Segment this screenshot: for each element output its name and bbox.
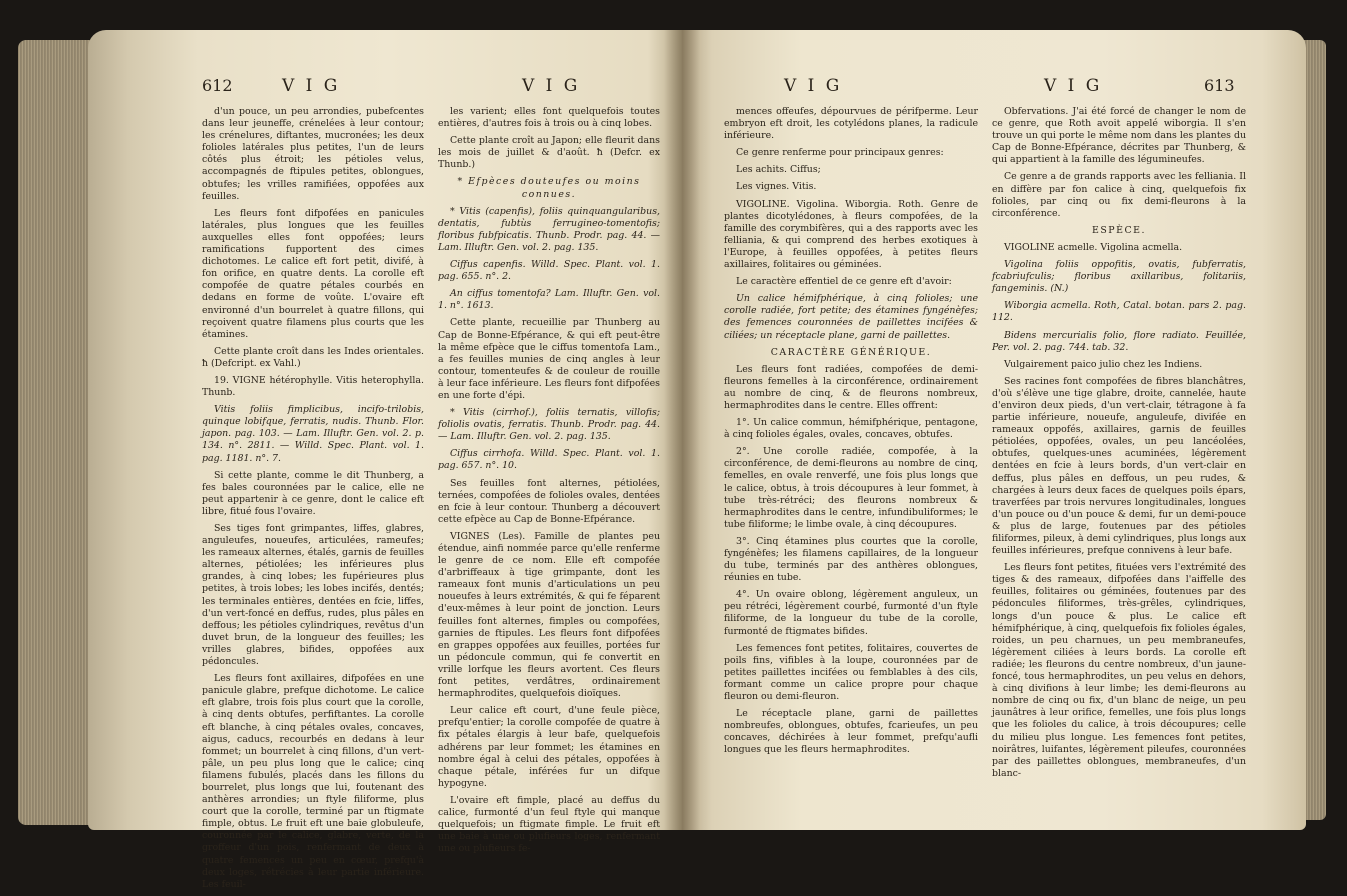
paragraph: Les vignes. Vitis.: [736, 181, 817, 193]
text-column: [438, 106, 660, 896]
running-head: V I G: [282, 76, 341, 96]
paragraph: Les achits. Ciffus;: [736, 164, 821, 176]
left-page-header: [202, 72, 660, 106]
paragraph: 3°. Cinq étamines plus courtes que la corolle, fyngénèfes; les filamens capillaires, de la longueur du tube, terminés par des anthères oblongues, réunies en tube.: [724, 535, 978, 584]
paragraph: d'un pouce, un peu arrondies, pubefcentes dans leur jeuneffe, crénelées à leur contour; les crénelures, diftantes, mucronées; les deux folioles latérales plus petites, l'un de leurs côtés plus étroit; les pétioles velus, accompagnés de ftipules petites, oblongues, obtufes; les vrilles ramifiées, oppofées aux feuilles.: [202, 106, 424, 202]
paragraph: Les fleurs font difpofées en panicules latérales, plus longues que les feuilles auxquelles elles font oppofées; leurs ramifications fupportent des cimes dichotomes. Le calice eft fort petit, divifé, à fon orifice, en quatre dents. La corolle eft compofée de quatre pétales courbés en dedans en forme de voûte. L'ovaire eft environné d'un bourrelet à quatre fillons, qui reçoivent quatre filamens plus courts que les étamines.: [202, 207, 424, 340]
paragraph: Les femences font petites, folitaires, couvertes de poils fins, vifibles à la loupe, couronnées par de petites paillettes incifées ou femblables à des cils, formant comme un calice propre pour chaque fleuron ou demi-fleuron.: [724, 642, 978, 703]
paragraph: Ses tiges font grimpantes, liffes, glabres, anguleufes, noueufes, articulées, rameufes; les rameaux alternes, étalés, garnis de feuilles alternes, pétiolées; les inférieures plus grandes, à cinq lobes; les fupérieures plus petites, à trois lobes; les lobes incifés, dentés; les terminales entières, dentées en fcie, liffes, d'un vert-foncé en deffus, rudes, plus pâles en deffous; les pétioles cylindriques, revêtus d'un duvet brun, de la longueur des feuilles; les vrilles glabres, bifides, oppofées aux pédoncules.: [202, 523, 424, 668]
paragraph: les varient; elles font quelquefois toutes entières, d'autres fois à trois ou à cinq lobes.: [438, 106, 660, 130]
paragraph: VIGNES (Les). Famille de plantes peu étendue, ainfi nommée parce qu'elle renferme le genre de ce nom. Elle eft compofée d'arbriffeaux à tige grimpante, dont les rameaux font munis d'articulations un peu noueufes à leurs extrémités, & qui fe féparent d'eux-mêmes à leur point de jonction. Leurs feuilles font alternes, fimples ou compofées, garnies de ftipules. Les fleurs font difpofées en grappes oppofées aux feuilles, portées fur un pédoncule commun, qui fe convertit en vrille lorfque les fleurs avortent. Ces fleurs font petites, verdâtres, ordinairement hermaphrodites, quelquefois dioïques.: [438, 530, 660, 700]
paragraph: 1°. Un calice commun, hémifphérique, pentagone, à cinq folioles égales, ovales, concaves, obtufes.: [724, 417, 978, 441]
paragraph: Un calice hémifphérique, à cinq folioles; une corolle radiée, fort petite; des étamines fyngénèfes; des femences couronnées de paillettes incifées & ciliées; un réceptacle plane, garni de paillettes.: [724, 293, 978, 341]
paragraph: Le réceptacle plane, garni de paillettes nombreufes, oblongues, obtufes, fcarieufes, un peu concaves, déchirées à leur fommet, prefqu'aufli longues que les fleurs hermaphrodites.: [724, 708, 978, 756]
paragraph: VIGOLINE acmelle. Vigolina acmella.: [1004, 241, 1183, 253]
section-heading: CARACTÈRE GÉNÉRIQUE.: [770, 346, 932, 358]
paragraph: Wiborgia acmella. Roth, Catal. botan. pars 2. pag. 112.: [992, 300, 1246, 324]
paragraph: Les fleurs font radiées, compofées de demi-fleurons femelles à la circonférence, ordinairement au nombre de cinq, & de fleurons nombreux, hermaphrodites dans le centre. Elles offrent:: [724, 363, 978, 411]
page-number: 612: [202, 76, 233, 95]
paragraph: Si cette plante, comme le dit Thunberg, a fes bales couronnées par le calice, elle ne peut appartenir à ce genre, dont le calice eft libre, fitué fous l'ovaire.: [202, 469, 424, 517]
paragraph: Vulgairement paico julio chez les Indiens.: [1004, 358, 1203, 370]
paragraph: Ciffus capenfis. Willd. Spec. Plant. vol. 1. pag. 655. n°. 2.: [438, 259, 660, 283]
left-page: [88, 30, 682, 890]
right-page-header: [724, 72, 1246, 106]
paragraph: Leur calice eft court, d'une feule pièce, prefqu'entier; la corolle compofée de quatre à fix pétales élargis à leur bafe, quelquefois adhérens par leur fommet; les étamines en nombre égal à celui des pétales, oppofées à chaque pétale, inférées fur un difque hypogyne.: [438, 705, 660, 789]
paragraph: 2°. Une corolle radiée, compofée, à la circonférence, de demi-fleurons au nombre de cinq, femelles, en ovale renverfé, une fois plus longs que le calice, obtus, à trois découpures à leur fommet, à tube très-rétréci; des fleurons nombreux & hermaphrodites dans le centre, infundibuliformes; le tube filiforme; le limbe ovale, à cinq découpures.: [724, 446, 978, 530]
paragraph: mences offeufes, dépourvues de périfperme. Leur embryon eft droit, les cotylédons planes, la radicule inférieure.: [724, 106, 978, 142]
paragraph: Cette plante croît dans les Indes orientales. ħ (Defcript. ex Vahl.): [202, 345, 424, 369]
paragraph: Ses racines font compofées de fibres blanchâtres, d'où s'élève une tige glabre, droite, cannelée, haute d'environ deux pieds, d'un vert-clair, tétragone à fa partie inférieure, noueufe, anguleufe, divifée en rameaux oppofés, axillaires, garnis de feuilles pétiolées, oppofées, ovales, un peu lancéolées, obtufes, quelques-unes acuminées, légèrement dentées en fcie à leurs bords, d'un vert-clair en deffus, plus pâles en deffous, un peu rudes, & chargées à leurs deux faces de quelques poils épars, traverfées par trois nervures longitudinales, longues d'un pouce ou d'un pouce & demi, fur un demi-pouce & plus de large, foutenues par des pétioles filiformes, pileux, à demi cylindriques, plus longs aux feuilles inférieures, prefque connivens à leur bafe.: [992, 375, 1246, 557]
text-column: [202, 106, 424, 896]
text-column: [724, 106, 978, 785]
paragraph: VIGOLINE. Vigolina. Wiborgia. Roth. Genre de plantes dicotylédones, à fleurs compofées, de la famille des corymbifères, qui a des rapports avec les felliania, & qui comprend des herbes exotiques à l'Europe, à feuilles oppofées, à petites fleurs axillaires, folitaires ou géminées.: [724, 198, 978, 271]
paragraph: Cette plante, recueillie par Thunberg au Cap de Bonne-Efpérance, & qui eft peut-être la même efpèce que le ciffus tomentofa Lam., a fes feuilles munies de cinq angles à leur contour, tomenteufes & de couleur de rouille à leur face inférieure. Les fleurs font difpofées en une forte d'épi.: [438, 317, 660, 401]
right-page: [682, 30, 1306, 830]
paragraph: * Vitis (cirrhof.), foliis ternatis, villofis; foliolis ovatis, ferratis. Thunb. Prodr. pag. 44. — Lam. Illuftr. Gen. vol. 2. pag. 135.: [438, 407, 660, 443]
paragraph: Ce genre a de grands rapports avec les felliania. Il en diffère par fon calice à cinq, quelquefois fix folioles, par cinq ou fix demi-fleurons à la circonférence.: [992, 171, 1246, 219]
page-number: 613: [1204, 76, 1235, 95]
paragraph: Ses feuilles font alternes, pétiolées, ternées, compofées de folioles ovales, dentées en fcie à leur contour. Thunberg a découvert cette efpèce au Cap de Bonne-Efpérance.: [438, 477, 660, 525]
paragraph: Obfervations. J'ai été forcé de changer le nom de ce genre, que Roth avoit appelé wiborgia. Il s'en trouve un qui porte le même nom dans les plantes du Cap de Bonne-Efpérance, décrites par Thunberg, & qui appartient à la famille des légumineufes.: [992, 106, 1246, 166]
paragraph: Ciffus cirrhofa. Willd. Spec. Plant. vol. 1. pag. 657. n°. 10.: [438, 448, 660, 472]
paragraph: L'ovaire eft fimple, placé au deffus du calice, furmonté d'un feul ftyle qui manque quelquefois; un ftigmate fimple. Le fruit eft une baie à une ou plufieurs loges, renfermant une ou plufieurs fe-: [438, 794, 660, 855]
paragraph: Bidens mercurialis folio, flore radiato. Feuillée, Per. vol. 2. pag. 744. tab. 32.: [992, 329, 1246, 353]
paragraph: Ce genre renferme pour principaux genres:: [736, 147, 944, 159]
paragraph: 4°. Un ovaire oblong, légèrement anguleux, un peu rétréci, légèrement courbé, furmonté d'un ftyle filiforme, de la longueur du tube de la corolle, furmonté de ftigmates bifides.: [724, 589, 978, 637]
section-heading: ESPÈCE.: [1092, 224, 1146, 236]
paragraph: 19. VIGNE hétérophylle. Vitis heterophylla. Thunb.: [202, 374, 424, 399]
section-heading: * Efpèces douteufes ou moins connues.: [457, 176, 641, 200]
running-head: V I G: [522, 76, 581, 96]
text-column: [992, 106, 1246, 785]
page-edges-left: [18, 40, 98, 825]
paragraph: Vigolina foliis oppofitis, ovatis, fubferratis, fcabriufculis; floribus axillaribus, folitariis, fangeminis. (N.): [992, 259, 1246, 295]
paragraph: Cette plante croît au Japon; elle fleurit dans les mois de juillet & d'août. ħ (Defcr. ex Thunb.): [438, 135, 660, 171]
running-head: V I G: [784, 76, 843, 96]
paragraph: Les fleurs font axillaires, difpofées en une panicule glabre, prefque dichotome. Le calice eft glabre, trois fois plus court que la corolle, à cinq dents obtufes, perfiftantes. La corolle eft blanche, à cinq pétales ovales, concaves, aigus, caducs, recourbés en dedans à leur fommet; un bourrelet à cinq fillons, d'un vert-pâle, un peu plus long que le calice; cinq filamens fubulés, placés dans les fillons du bourrelet, plus longs que lui, foutenant des anthères arrondies; un ftyle filiforme, plus court que la corolle, terminé par un ftigmate fimple, obtus. Le fruit eft une baie globuleufe, couronnée par le calice, glabre, verte, de la groffeur d'un pois, renfermant de deux à quatre femences un peu en cœur, prefqu'à deux loges, rétrécies à leur partie inférieure. Les feuil-: [202, 673, 424, 890]
paragraph: An ciffus tomentofa? Lam. Illuftr. Gen. vol. 1. n°. 1613.: [438, 288, 660, 312]
paragraph: Vitis foliis fimplicibus, incifo-trilobis, quinque lobifque, ferratis, nudis. Thunb. Flor. japon. pag. 103. — Lam. Illuftr. Gen. vol. 2. p. 134. n°. 2811. — Willd. Spec. Plant. vol. 1. pag. 1181. n°. 7.: [202, 404, 424, 464]
paragraph: Les fleurs font petites, fituées vers l'extrémité des tiges & des rameaux, difpofées dans l'aiffelle des feuilles, folitaires ou géminées, foutenues par des pédoncules filiformes, très-grêles, cylindriques, longs d'un pouce & plus. Le calice eft hémifphérique, à cinq, quelquefois fix folioles égales, roides, un peu charnues, un peu membraneufes, légèrement ciliées à leurs bords. La corolle eft radiée; les fleurons du centre nombreux, d'un jaune-foncé, tous hermaphrodites, un peu velus en dehors, à cinq divifions à leur limbe; les demi-fleurons au nombre de cinq ou fix, d'un blanc de neige, un peu jaunâtres à leur orifice, femelles, une fois plus longs que les folioles du calice, à trois découpures; celle du milieu plus longue. Les femences font petites, noirâtres, luifantes, légèrement pileufes, couronnées par des paillettes oblongues, membraneufes, d'un blanc-: [992, 562, 1246, 779]
running-head: V I G: [1044, 76, 1103, 96]
paragraph: Le caractère effentiel de ce genre eft d'avoir:: [736, 276, 952, 288]
book-gutter: [664, 30, 700, 830]
paragraph: * Vitis (capenfis), foliis quinquangularibus, dentatis, fubtùs ferrugineo-tomentofis; floribus fubfpicatis. Thunb. Prodr. pag. 44. — Lam. Illuftr. Gen. vol. 2. pag. 135.: [438, 205, 660, 253]
